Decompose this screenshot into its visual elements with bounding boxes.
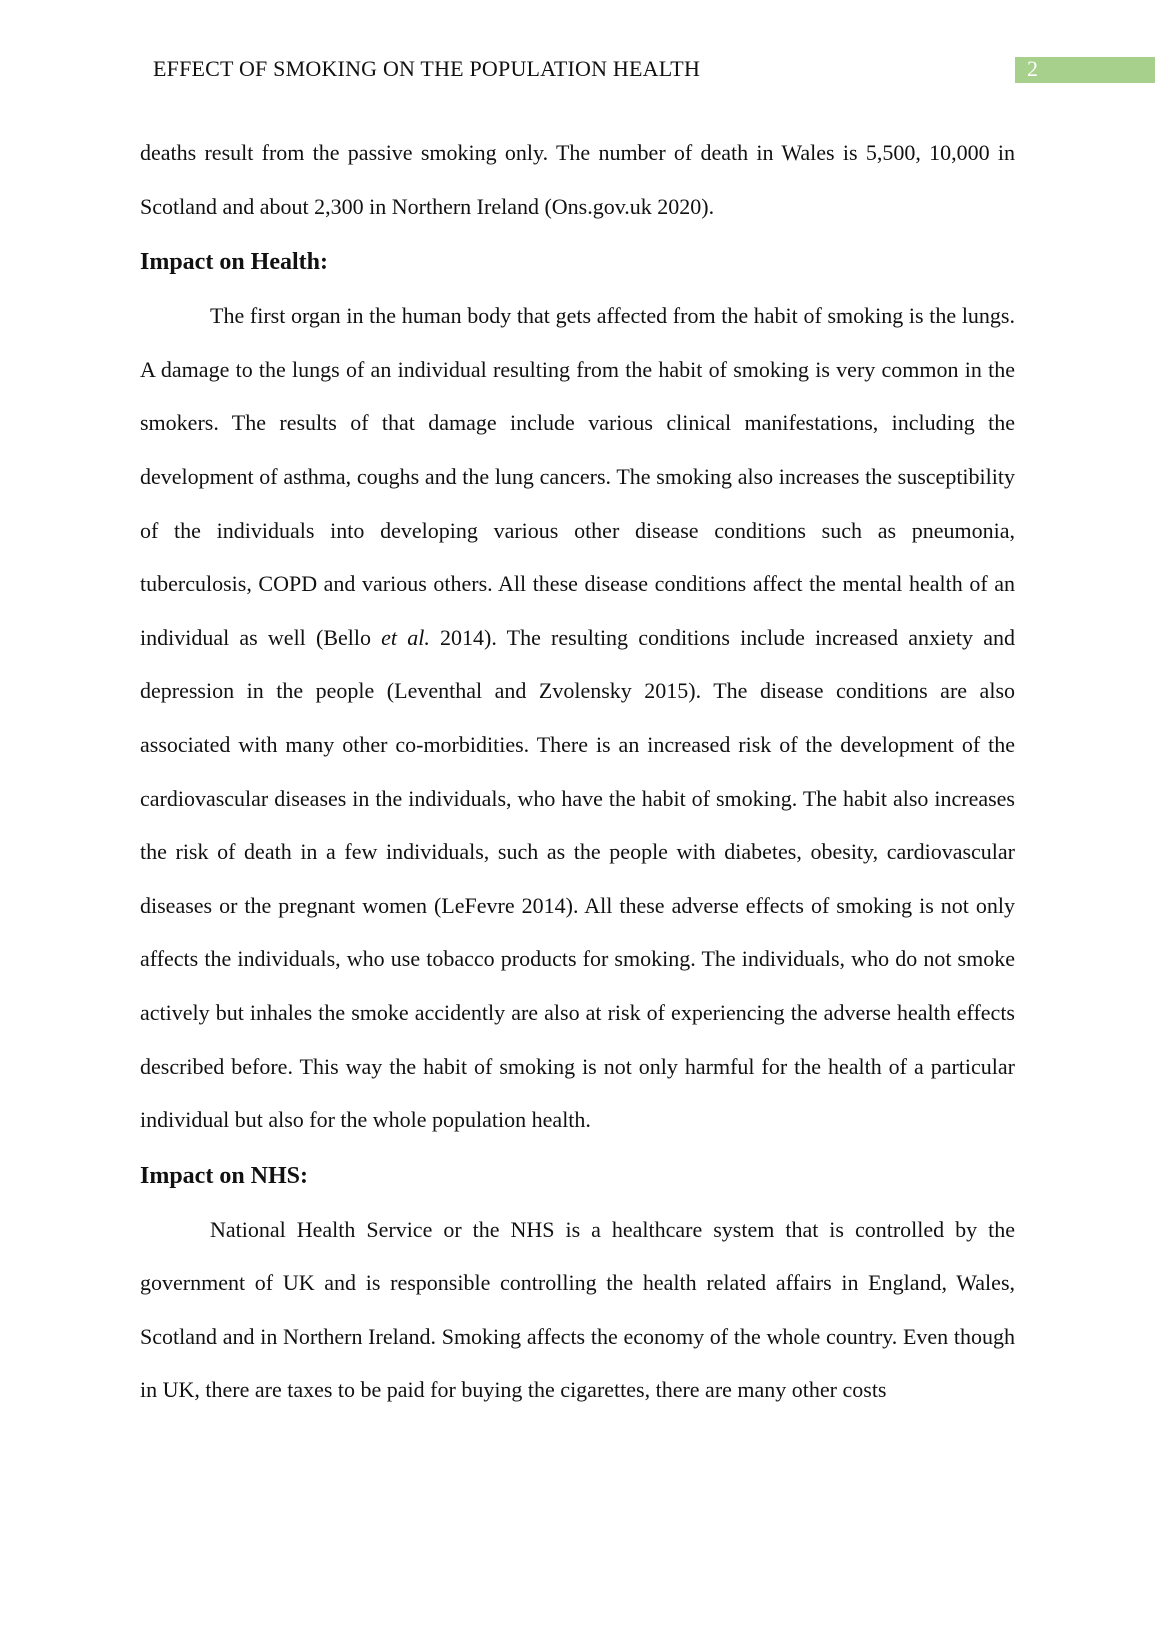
health-paragraph-part-2: 2014). The resulting conditions include increased anxiety and depression in the people (Leventhal and Zvolensky 2015). The disease conditions are also associated with many other co-morbidities. There is an increased risk of the development of the cardiovascular diseases in the individuals, who have the habit of smoking. The habit also increases the risk of death in a few individuals, such as the people with diabetes, obesity, cardiovascular diseases or the pregnant women (LeFevre 2014). All these adverse effects of smoking is not only affects the individuals, who use tobacco products for smoking. The individuals, who do not smoke actively but inhales the smoke accidently are also at risk of experiencing the adverse health effects described before. This way the habit of smoking is not only harmful for the health of a particular individual but also for the whole population health. <box>140 624 1015 1133</box>
heading-impact-on-health: Impact on Health: <box>140 249 328 276</box>
page-number-badge <box>1015 57 1155 83</box>
citation-et-al: et al. <box>381 624 430 650</box>
document-body <box>140 126 1015 1417</box>
heading-impact-on-nhs: Impact on NHS: <box>140 1162 309 1189</box>
running-header-title: EFFECT OF SMOKING ON THE POPULATION HEALTH <box>153 56 701 81</box>
health-paragraph-part-1: The first organ in the human body that gets affected from the habit of smoking is the lungs. A damage to the lungs of an individual resulting from the habit of smoking is very common in the smokers. The results of that damage include various clinical manifestations, including the development of asthma, coughs and the lung cancers. The smoking also increases the susceptibility of the individuals into developing various other disease conditions such as pneumonia, tuberculosis, COPD and various others. All these disease conditions affect the mental health of an individual as well (Bello <box>140 303 1015 650</box>
page-number: 2 <box>1027 56 1038 81</box>
nhs-paragraph: National Health Service or the NHS is a healthcare system that is controlled by the government of UK and is responsible controlling the health related affairs in England, Wales, Scotland and in Northern Ireland. Smoking affects the economy of the whole country. Even though in UK, there are taxes to be paid for buying the cigarettes, there are many other costs <box>140 1216 1015 1403</box>
health-paragraph <box>140 289 1015 1147</box>
intro-paragraph: deaths result from the passive smoking only. The number of death in Wales is 5,500, 10,000 in Scotland and about 2,300 in Northern Ireland (Ons.gov.uk 2020). <box>140 140 1015 219</box>
